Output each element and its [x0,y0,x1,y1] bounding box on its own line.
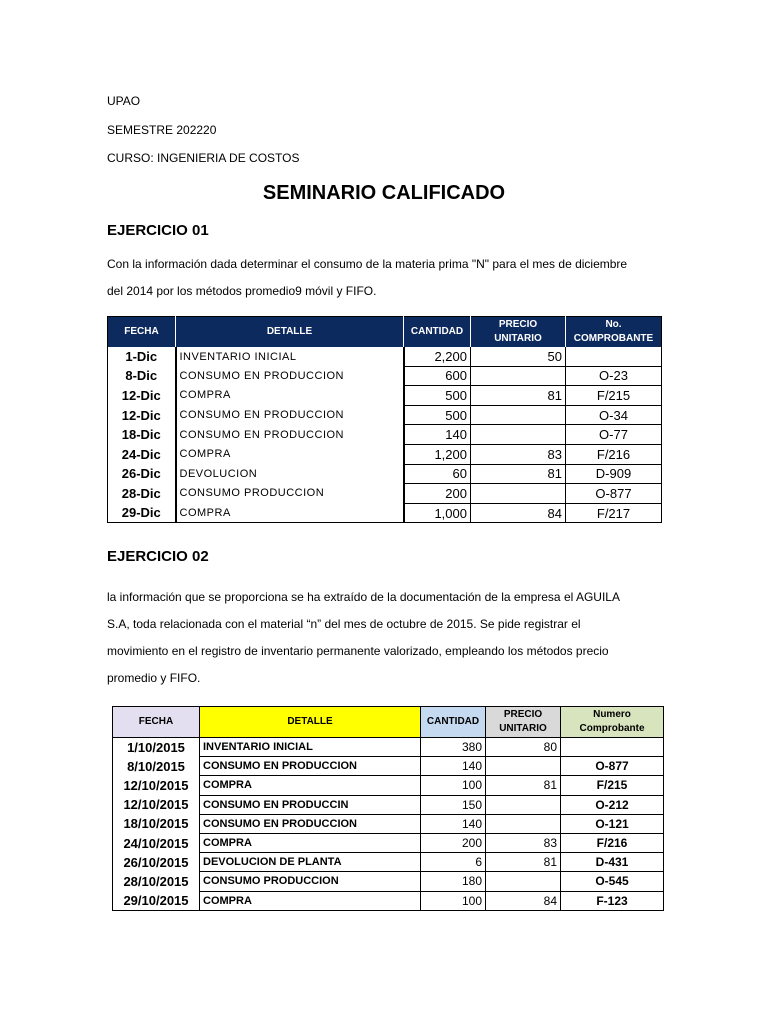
cell-precio: 83 [486,833,561,852]
cell-cantidad: 200 [404,484,471,504]
cell-cantidad: 60 [404,464,471,484]
table-row [113,891,664,910]
cell-detalle: COMPRA [176,444,404,464]
cell-comprobante [566,347,662,366]
cell-detalle: CONSUMO EN PRODUCCION [176,425,404,445]
cell-fecha: 29/10/2015 [113,891,200,910]
cell-precio: 80 [486,738,561,757]
cell-detalle: DEVOLUCION DE PLANTA [200,853,421,872]
column-header-cantidad: CANTIDAD [404,317,471,348]
exercise-2-line-3: movimiento en el registro de inventario permanente valorizado, empleando los métodos precio [107,644,609,658]
table-row [108,503,662,523]
column-header-comprobante: No. COMPROBANTE [566,317,662,348]
cell-precio: 50 [471,347,566,366]
cell-fecha: 24-Dic [108,444,176,464]
cell-cantidad: 6 [421,853,486,872]
cell-comprobante: O-877 [566,484,662,504]
exercise-2-line-2: S.A, toda relacionada con el material “n” del mes de octubre de 2015. Se pide registrar el [107,617,581,631]
cell-detalle: COMPRA [200,833,421,852]
cell-cantidad: 500 [404,405,471,425]
cell-fecha: 28-Dic [108,484,176,504]
cell-detalle: COMPRA [200,776,421,795]
cell-comprobante: O-77 [566,425,662,445]
cell-comprobante: O-877 [561,757,664,776]
table-row [113,757,664,776]
cell-fecha: 26/10/2015 [113,853,200,872]
cell-cantidad: 1,200 [404,444,471,464]
table-row [113,833,664,852]
cell-comprobante: F/216 [561,833,664,852]
cell-precio [471,405,566,425]
cell-fecha: 12/10/2015 [113,776,200,795]
cell-fecha: 18-Dic [108,425,176,445]
cell-comprobante [561,738,664,757]
exercise-2-line-4: promedio y FIFO. [107,671,201,685]
exercise-1-table [107,316,662,523]
cell-comprobante: O-545 [561,872,664,891]
table-row [113,738,664,757]
exercise-1-line-2: del 2014 por los métodos promedio9 móvil y FIFO. [107,284,377,298]
cell-precio: 83 [471,444,566,464]
cell-fecha: 26-Dic [108,464,176,484]
cell-fecha: 18/10/2015 [113,814,200,833]
cell-precio [471,484,566,504]
cell-detalle: CONSUMO EN PRODUCCIN [200,795,421,814]
exercise-1-heading: EJERCICIO 01 [107,222,209,239]
cell-fecha: 8-Dic [108,366,176,386]
header-course: CURSO: INGENIERIA DE COSTOS [107,151,300,165]
cell-precio [486,757,561,776]
cell-cantidad: 1,000 [404,503,471,523]
exercise-2-table [112,706,664,911]
cell-detalle: INVENTARIO INICIAL [176,347,404,366]
cell-cantidad: 180 [421,872,486,891]
exercise-2-heading: EJERCICIO 02 [107,548,209,565]
cell-comprobante: F/215 [566,386,662,406]
cell-fecha: 1/10/2015 [113,738,200,757]
cell-detalle: INVENTARIO INICIAL [200,738,421,757]
cell-cantidad: 140 [404,425,471,445]
cell-precio [486,814,561,833]
cell-cantidad: 150 [421,795,486,814]
cell-detalle: CONSUMO EN PRODUCCION [176,405,404,425]
header-semester: SEMESTRE 202220 [107,123,217,137]
cell-precio: 81 [486,776,561,795]
cell-fecha: 8/10/2015 [113,757,200,776]
header-university: UPAO [107,94,141,108]
cell-cantidad: 100 [421,891,486,910]
table-header-row [113,707,664,738]
table-row [108,484,662,504]
table-row [113,776,664,795]
cell-comprobante: O-212 [561,795,664,814]
table-row [108,425,662,445]
column-header-detalle: DETALLE [176,317,404,348]
cell-precio: 84 [486,891,561,910]
cell-comprobante: F/215 [561,776,664,795]
cell-cantidad: 500 [404,386,471,406]
cell-cantidad: 140 [421,757,486,776]
cell-detalle: CONSUMO EN PRODUCCION [176,366,404,386]
exercise-2-line-1: la información que se proporciona se ha extraído de la documentación de la empresa el AGUILA [107,590,620,604]
cell-precio: 81 [486,853,561,872]
cell-precio [471,425,566,445]
cell-cantidad: 2,200 [404,347,471,366]
cell-comprobante: O-34 [566,405,662,425]
cell-fecha: 24/10/2015 [113,833,200,852]
table-row [108,347,662,366]
column-header-detalle: DETALLE [200,707,421,738]
cell-fecha: 29-Dic [108,503,176,523]
cell-cantidad: 600 [404,366,471,386]
cell-cantidad: 140 [421,814,486,833]
cell-precio: 81 [471,464,566,484]
cell-fecha: 12-Dic [108,386,176,406]
cell-fecha: 1-Dic [108,347,176,366]
table-row [108,464,662,484]
column-header-precio: PRECIO UNITARIO [471,317,566,348]
table-row [113,814,664,833]
table-row [108,366,662,386]
column-header-fecha: FECHA [108,317,176,348]
cell-detalle: COMPRA [200,891,421,910]
cell-precio: 81 [471,386,566,406]
cell-comprobante: O-23 [566,366,662,386]
table-row [113,853,664,872]
cell-fecha: 12/10/2015 [113,795,200,814]
column-header-comprobante: Numero Comprobante [561,707,664,738]
cell-cantidad: 380 [421,738,486,757]
cell-detalle: COMPRA [176,503,404,523]
cell-detalle: DEVOLUCION [176,464,404,484]
cell-comprobante: F/217 [596,505,631,521]
cell-comprobante: F/216 [566,444,662,464]
column-header-fecha: FECHA [113,707,200,738]
column-header-precio: PRECIO UNITARIO [486,707,561,738]
cell-fecha: 28/10/2015 [113,872,200,891]
column-header-cantidad: CANTIDAD [421,707,486,738]
cell-comprobante: D-431 [561,853,664,872]
cell-comprobante: F-123 [596,893,628,908]
cell-comprobante: O-121 [561,814,664,833]
cell-detalle: CONSUMO EN PRODUCCION [200,814,421,833]
cell-precio [486,872,561,891]
exercise-1-line-1: Con la información dada determinar el consumo de la materia prima "N" para el mes de diciembre [107,257,628,271]
cell-precio [486,795,561,814]
cell-detalle: CONSUMO PRODUCCION [200,872,421,891]
cell-fecha: 12-Dic [108,405,176,425]
cell-cantidad: 200 [421,833,486,852]
table-row [108,386,662,406]
table-row [113,795,664,814]
cell-comprobante: D-909 [566,464,662,484]
table-row [108,405,662,425]
cell-detalle: COMPRA [176,386,404,406]
cell-detalle: CONSUMO EN PRODUCCION [200,757,421,776]
cell-cantidad: 100 [421,776,486,795]
cell-precio [471,366,566,386]
exercise-1-paragraph [107,251,667,305]
page-title: SEMINARIO CALIFICADO [262,182,506,204]
table-row [108,444,662,464]
table-row [113,872,664,891]
cell-detalle: CONSUMO PRODUCCION [176,484,404,504]
cell-precio: 84 [471,503,566,523]
table-header-row [108,317,662,348]
exercise-2-paragraph [107,584,667,692]
